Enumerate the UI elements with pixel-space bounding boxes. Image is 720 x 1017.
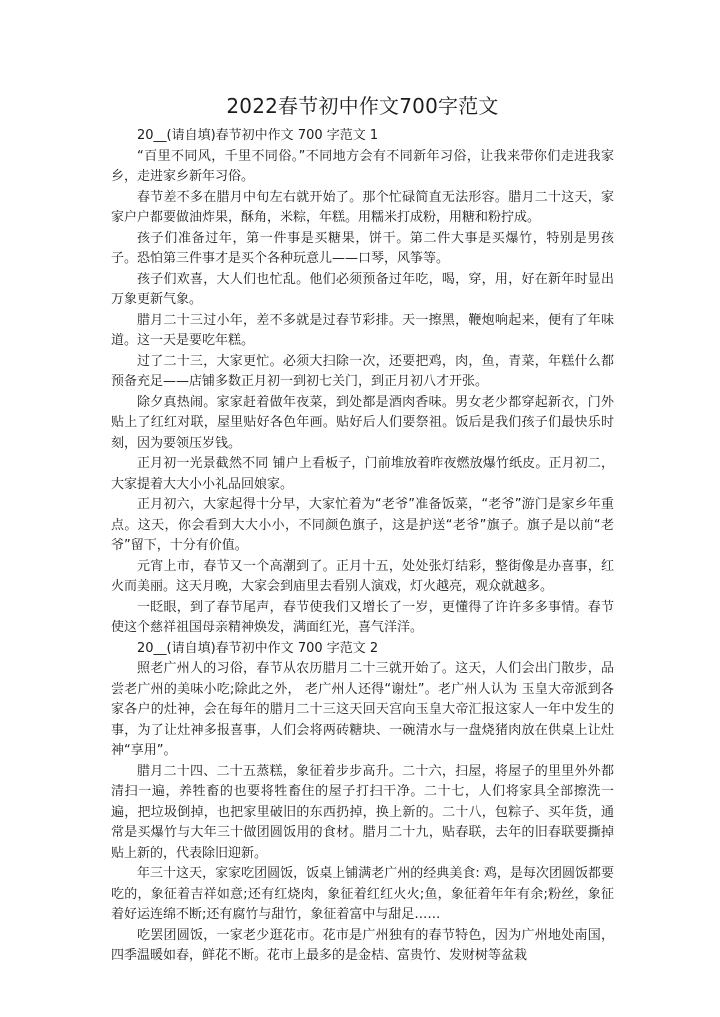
paragraph: 年三十这天，家家吃团圆饭，饭桌上铺满老广州的经典美食: 鸡，是每次团圆饭都要吃的，象征着吉祥如意;还有红烧肉，象征着红红火火;鱼，象征着年年有余;粉丝，象征着好运连绵不断;还有腐竹与甜竹，象征着富中与甜足…… xyxy=(111,866,614,922)
paragraph: “百里不同风，千里不同俗。”不同地方会有不同新年习俗，让我来带你们走进我家乡，走进家乡新年习俗。 xyxy=(111,148,614,184)
paragraph: 一眨眼，到了春节尾声，春节使我们又增长了一岁，更懂得了许许多多事情。春节使这个慈祥祖国母亲精神焕发，满面红光，喜气洋洋。 xyxy=(111,599,614,635)
document-body xyxy=(111,126,614,967)
paragraph: 元宵上市，春节又一个高潮到了。正月十五，处处张灯结彩，整街像是办喜事，红火而美丽。这天月晚，大家会到庙里去看别人演戏，灯火越亮，观众就越多。 xyxy=(111,558,614,594)
paragraph: 正月初六，大家起得十分早，大家忙着为“老爷”准备饭菜，“老爷”游门是家乡年重点。这天，你会看到大大小小，不同颜色旗子，这是护送“老爷”旗子。旗子是以前“老爷”留下，十分有价值。 xyxy=(111,497,614,553)
paragraph: 吃罢团圆饭，一家老少逛花市。花市是广州独有的春节特色，因为广州地处南国，四季温暖如春，鲜花不断。花市上最多的是金桔、富贵竹、发财树等盆栽 xyxy=(111,927,614,963)
section-heading: 20__(请自填)春节初中作文 700 字范文 1 xyxy=(137,128,379,143)
paragraph: 正月初一光景截然不同 铺户上看板子，门前堆放着昨夜燃放爆竹纸皮。正月初二，大家提着大大小小礼品回娘家。 xyxy=(111,456,614,492)
section-heading: 20__(请自填)春节初中作文 700 字范文 2 xyxy=(137,640,379,656)
paragraph: 春节差不多在腊月中旬左右就开始了。那个忙碌简直无法形容。腊月二十这天，家家户户都要做油炸果，酥角，米粽，年糕。用糯米打成粉，用糖和粉拧成。 xyxy=(111,189,614,225)
paragraph: 照老广州人的习俗，春节从农历腊月二十三就开始了。这天，人们会出门散步，品尝老广州的美味小吃;除此之外， 老广州人还得“谢灶”。老广州人认为 玉皇大帝派到各家各户的灶神，会在每年的腊月二十三这天回天宫向玉皇大帝汇报这家人一年中发生的事，为了让灶神多报喜事，人们会将两砖糖块、一碗清水与一盘烧猪肉放在供桌上让灶神“享用”。 xyxy=(111,661,614,758)
paragraph: 孩子们准备过年，第一件事是买糖果，饼干。第二件大事是买爆竹，特别是男孩子。恐怕第三件事才是买个各种玩意儿——口琴，风筝等。 xyxy=(111,230,614,266)
document-page xyxy=(111,92,614,967)
paragraph: 腊月二十四、二十五蒸糕，象征着步步高升。二十六，扫屋，将屋子的里里外外都清扫一遍，养牲畜的也要将牲畜住的屋子打扫干净。二十七，人们将家具全部擦洗一遍，把垃圾倒掉，也把家里破旧的东西扔掉，换上新的。二十八，包粽子、买年货，通常是买爆竹与大年三十做团圆饭用的食材。腊月二十九，贴春联，去年的旧春联要撕掉贴上新的，代表除旧迎新。 xyxy=(111,763,614,861)
paragraph: 过了二十三，大家更忙。必须大扫除一次，还要把鸡，肉，鱼，青菜，年糕什么都预备充足——店铺多数正月初一到初七关门，到正月初八才开张。 xyxy=(111,353,614,389)
paragraph: 孩子们欢喜，大人们也忙乱。他们必须预备过年吃，喝，穿，用，好在新年时显出万象更新气象。 xyxy=(111,271,614,307)
paragraph: 除夕真热闹。家家赶着做年夜菜，到处都是酒肉香味。男女老少都穿起新衣，门外贴上了红红对联，屋里贴好各色年画。贴好后人们要祭祖。饭后是我们孩子们最快乐时刻，因为要领压岁钱。 xyxy=(111,394,614,451)
document-title: 2022春节初中作文700字范文 xyxy=(226,94,499,118)
paragraph: 腊月二十三过小年，差不多就是过春节彩排。天一擦黑，鞭炮响起来，便有了年味道。这一天是要吃年糕。 xyxy=(111,312,614,348)
